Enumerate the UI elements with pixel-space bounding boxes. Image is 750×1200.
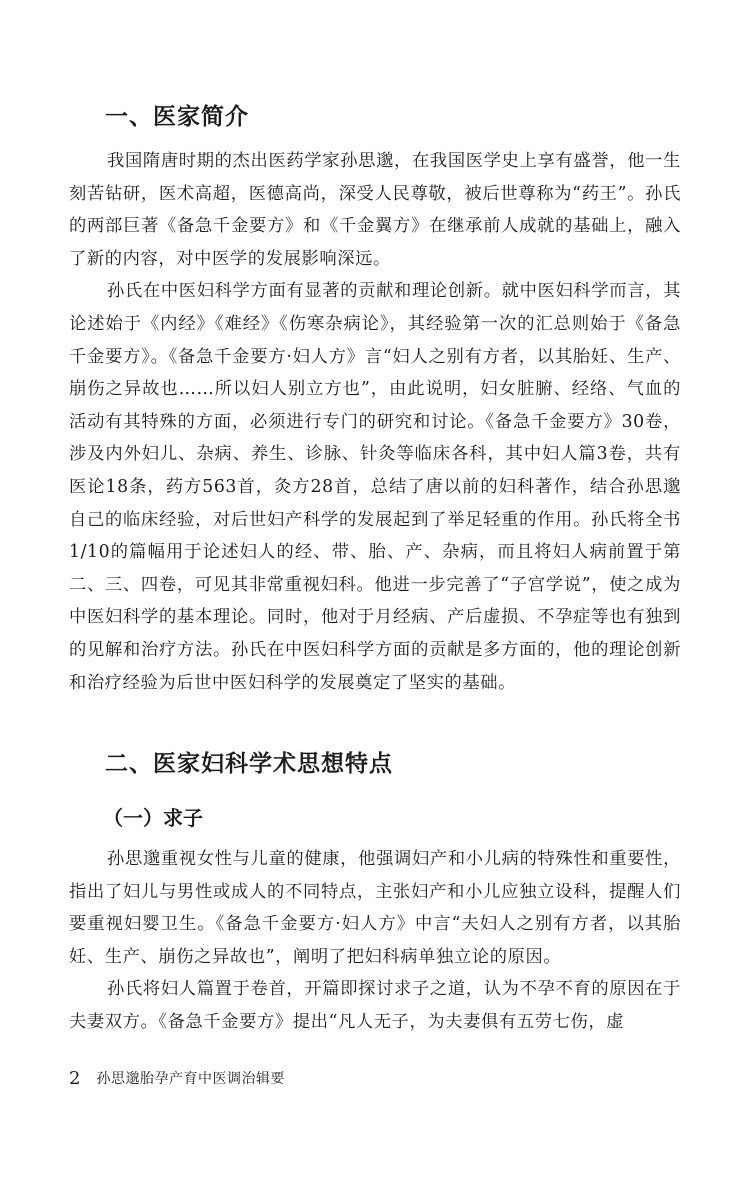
section-heading-academic-thought: 二、医家妇科学术思想特点: [105, 751, 393, 778]
paragraph: 孙氏在中医妇科学方面有显著的贡献和理论创新。就中医妇科学而言，其论述始于《内经》《难经》《伤寒杂病论》，其经验第一次的汇总则始于《备急千金要方》。《备急千金要方·妇人方》言“妇人之别有方者，以其胎妊、生产、崩伤之异故也……所以妇人别立方也”，由此说明，妇女脏腑、经络、气血的活动有其特殊的方面，必须进行专门的研究和讨论。《备急千金要方》30卷，涉及内外妇儿、杂病、养生、诊脉、针灸等临床各科，其中妇人篇3卷，共有医论18条，药方563首，灸方28首，总结了唐以前的妇科著作，结合孙思邈自己的临床经验，对后世妇产科学的发展起到了举足轻重的作用。孙氏将全书1/10的篇幅用于论述妇人的经、带、胎、产、杂病，而且将妇人病前置于第二、三、四卷，可见其非常重视妇科。他进一步完善了“子宫学说”，使之成为中医妇科学的基本理论。同时，他对于月经病、产后虚损、不孕症等也有独到的见解和治疗方法。孙氏在中医妇科学方面的贡献是多方面的，他的理论创新和治疗经验为后世中医妇科学的发展奠定了坚实的基础。: [69, 281, 681, 693]
page-number: 2: [69, 1067, 81, 1089]
page-body: [69, 100, 681, 1039]
paragraph: 孙思邈重视女性与儿童的健康，他强调妇产和小儿病的特殊性和重要性，指出了妇儿与男性或成人的不同特点，主张妇产和小儿应独立设科，提醒人们要重视妇婴卫生。《备急千金要方·妇人方》中言“夫妇人之别有方者，以其胎妊、生产、崩伤之异故也”，阐明了把妇科病单独立论的原因。: [69, 849, 681, 967]
subsection-heading-seeking-offspring: （一）求子: [103, 806, 203, 831]
paragraph: 我国隋唐时期的杰出医药学家孙思邈，在我国医学史上享有盛誉，他一生刻苦钻研，医术高超，医德高尚，深受人民尊敬，被后世尊称为“药王”。孙氏的两部巨著《备急千金要方》和《千金翼方》在继承前人成就的基础上，融入了新的内容，对中医学的发展影响深远。: [69, 151, 681, 269]
running-title: 孙思邈胎孕产育中医调治辑要: [96, 1071, 285, 1087]
paragraph: 孙氏将妇人篇置于卷首，开篇即探讨求子之道，认为不孕不育的原因在于夫妻双方。《备急千金要方》提出“凡人无子，为夫妻俱有五劳七伤，虚: [69, 979, 681, 1033]
section-heading-introduction: 一、医家简介: [105, 104, 249, 130]
page-footer: [69, 1066, 285, 1090]
